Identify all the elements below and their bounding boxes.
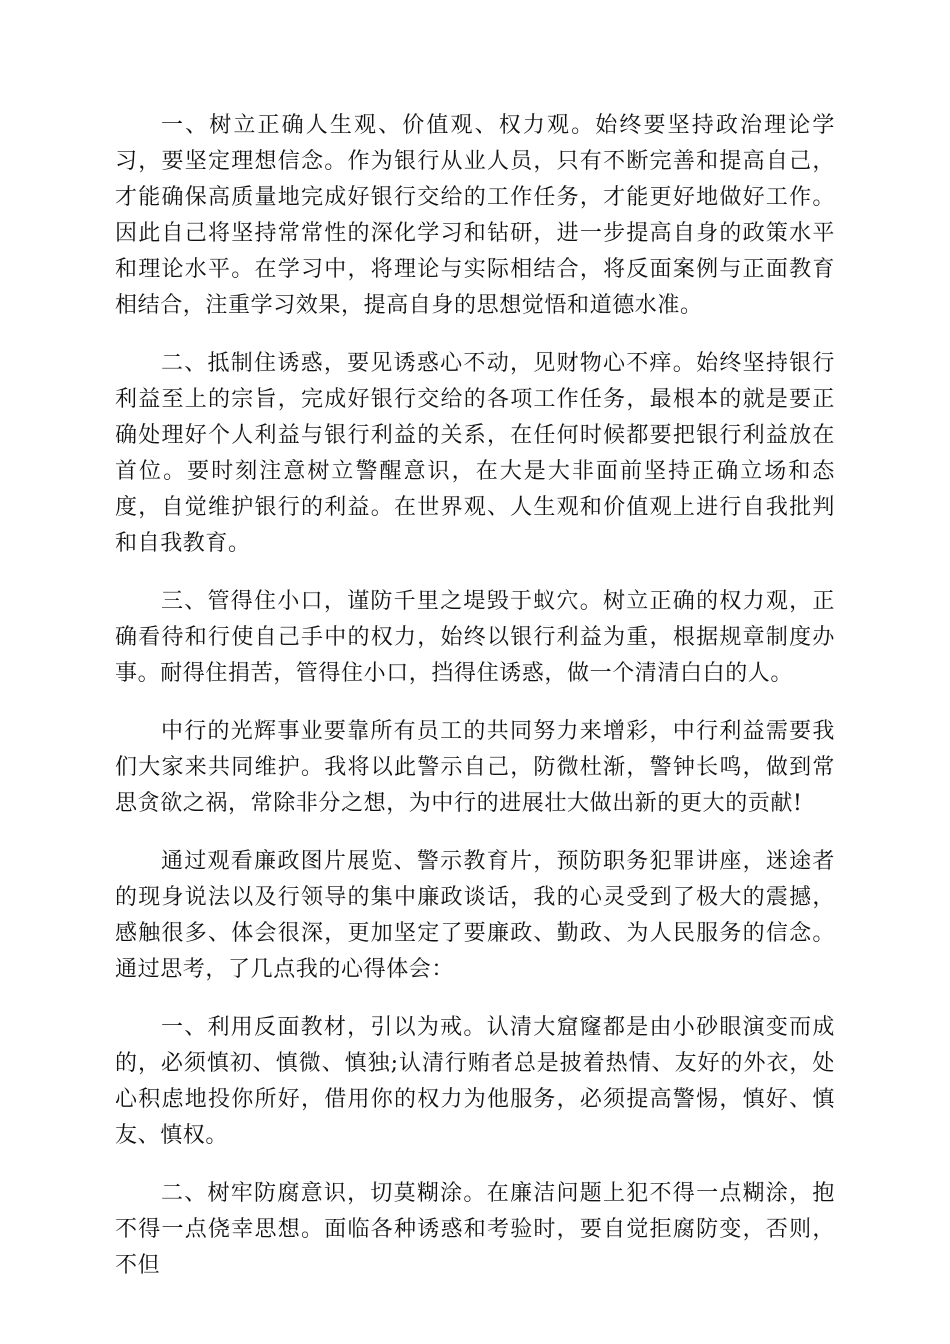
document-body bbox=[115, 108, 835, 1306]
paragraph-3: 三、管得住小口，谨防千里之堤毁于蚁穴。树立正确的权力观，正确看待和行使自己手中的权力，始终以银行利益为重，根据规章制度办事。耐得住捐苦，管得住小口，挡得住诱惑，做一个清清白白的人。 bbox=[115, 589, 835, 686]
paragraph-5: 通过观看廉政图片展览、警示教育片，预防职务犯罪讲座，迷途者的现身说法以及行领导的集中廉政谈话，我的心灵受到了极大的震撼，感触很多、体会很深，更加坚定了要廉政、勤政、为人民服务的信念。通过思考，了几点我的心得体会： bbox=[115, 849, 835, 982]
paragraph-7: 二、树牢防腐意识，切莫糊涂。在廉洁问题上犯不得一点糊涂，抱不得一点侥幸思想。面临各种诱惑和考验时，要自觉拒腐防变，否则，不但 bbox=[115, 1181, 835, 1278]
paragraph-2: 二、抵制住诱惑，要见诱惑心不动，见财物心不痒。始终坚持银行利益至上的宗旨，完成好银行交给的各项工作任务，最根本的就是要正确处理好个人利益与银行利益的关系，在任何时候都要把银行利益放在首位。要时刻注意树立警醒意识，在大是大非面前坚持正确立场和态度，自觉维护银行的利益。在世界观、人生观和价值观上进行自我批判和自我教育。 bbox=[115, 351, 835, 556]
paragraph-4: 中行的光辉事业要靠所有员工的共同努力来增彩，中行利益需要我们大家来共同维护。我将以此警示自己，防微杜渐，警钟长鸣，做到常思贪欲之祸，常除非分之想，为中行的进展壮大做出新的更大的贡献! bbox=[115, 719, 835, 816]
paragraph-1: 一、树立正确人生观、价值观、权力观。始终要坚持政治理论学习，要坚定理想信念。作为银行从业人员，只有不断完善和提高自己，才能确保高质量地完成好银行交给的工作任务，才能更好地做好工作。因此自己将坚持常常性的深化学习和钻研，进一步提高自身的政策水平和理论水平。在学习中，将理论与实际相结合，将反面案例与正面教育相结合，注重学习效果，提高自身的思想觉悟和道德水准。 bbox=[115, 113, 835, 318]
paragraph-6: 一、利用反面教材，引以为戒。认清大窟窿都是由小砂眼演变而成的，必须慎初、慎微、慎独;认清行贿者总是披着热情、友好的外衣，处心积虑地投你所好，借用你的权力为他服务，必须提高警惕，慎好、慎友、慎权。 bbox=[115, 1015, 835, 1148]
